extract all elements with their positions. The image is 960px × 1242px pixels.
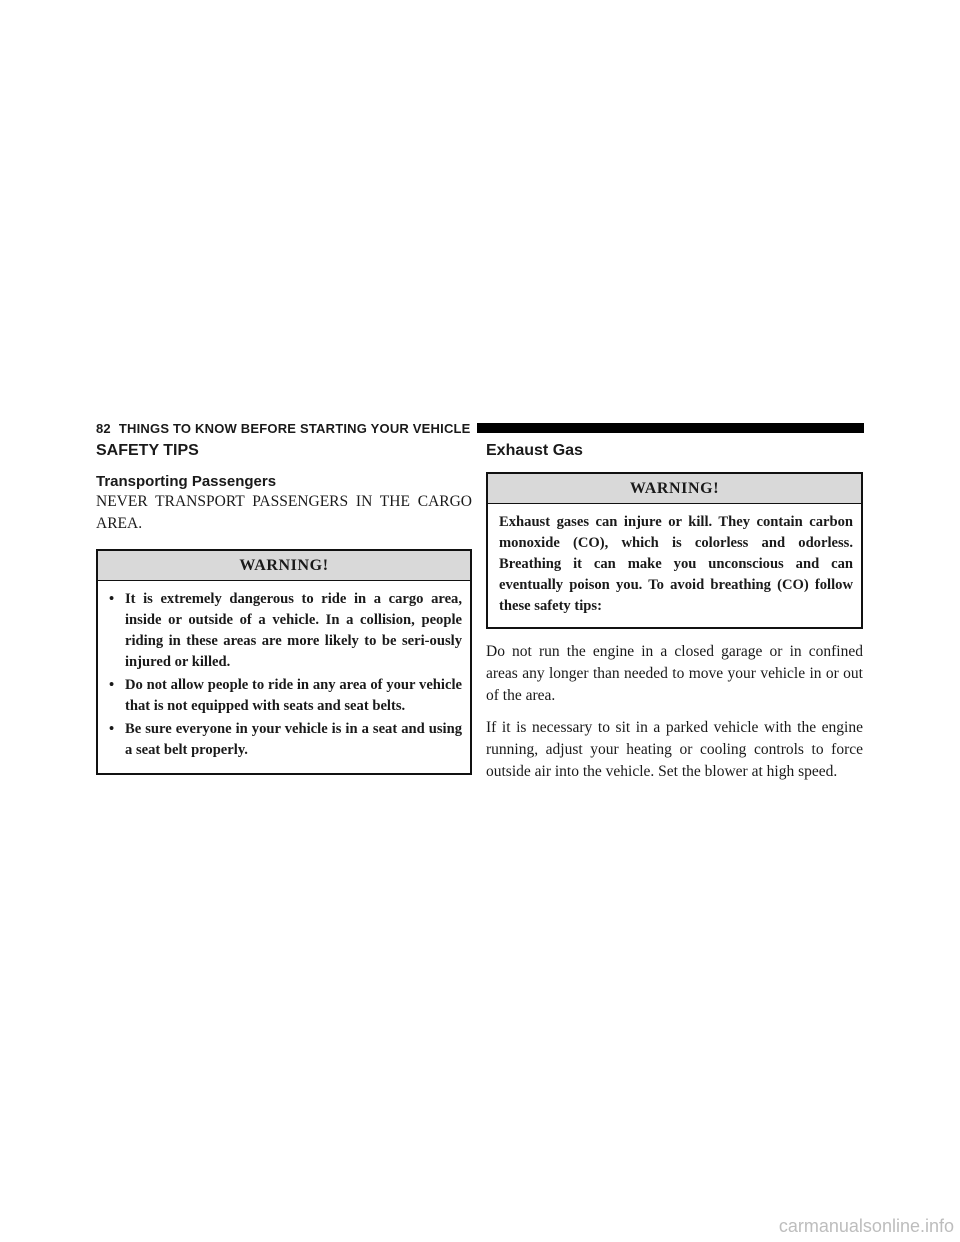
warning-body	[98, 581, 470, 773]
right-column	[486, 441, 863, 783]
subsection-title-transporting-passengers: Transporting Passengers	[96, 473, 277, 490]
passenger-warning-box	[96, 549, 472, 775]
warning-item	[109, 589, 462, 673]
warning-item-text: Be sure everyone in your vehicle is in a seat and using a seat belt properly.	[125, 721, 462, 758]
bullet-icon: •	[109, 677, 115, 693]
exhaust-warning-text: Exhaust gases can injure or kill. They contain carbon monoxide (CO), which is colorless and odorless. Breathing it can make you unconscious and can eventually poison you. To avoid breathing (CO) follow these safety tips:	[499, 514, 853, 614]
cargo-area-notice: NEVER TRANSPORT PASSENGERS IN THE CARGO AREA.	[96, 493, 472, 532]
section-title-safety-tips: SAFETY TIPS	[96, 442, 199, 459]
header-rule	[477, 423, 864, 433]
warning-item-text: It is extremely dangerous to ride in a cargo area, inside or outside of a vehicle. In a collision, people riding in these areas are more likely to be seri-ously injured or killed.	[125, 591, 462, 670]
page-header	[96, 418, 864, 438]
warning-item	[109, 675, 462, 717]
chapter-title: THINGS TO KNOW BEFORE STARTING YOUR VEHICLE	[118, 420, 471, 436]
warning-heading: WARNING!	[488, 474, 861, 504]
page-number: 82	[96, 420, 111, 436]
bullet-icon: •	[109, 591, 115, 607]
exhaust-warning-box	[486, 472, 863, 629]
section-title-exhaust-gas: Exhaust Gas	[486, 442, 583, 459]
parked-vehicle-paragraph: If it is necessary to sit in a parked vehicle with the engine running, adjust your heating or cooling controls to force outside air into the vehicle. Set the blower at high speed.	[486, 719, 863, 780]
warning-item	[109, 719, 462, 761]
watermark: carmanualsonline.info	[778, 1216, 954, 1236]
left-column	[96, 441, 472, 775]
garage-paragraph: Do not run the engine in a closed garage or in confined areas any longer than needed to move your vehicle in or out of the area.	[486, 643, 863, 704]
warning-body	[488, 504, 861, 627]
bullet-icon: •	[109, 721, 115, 737]
warning-list	[109, 589, 462, 761]
warning-item-text: Do not allow people to ride in any area of your vehicle that is not equipped with seats and seat belts.	[125, 677, 462, 714]
warning-heading: WARNING!	[98, 551, 470, 581]
